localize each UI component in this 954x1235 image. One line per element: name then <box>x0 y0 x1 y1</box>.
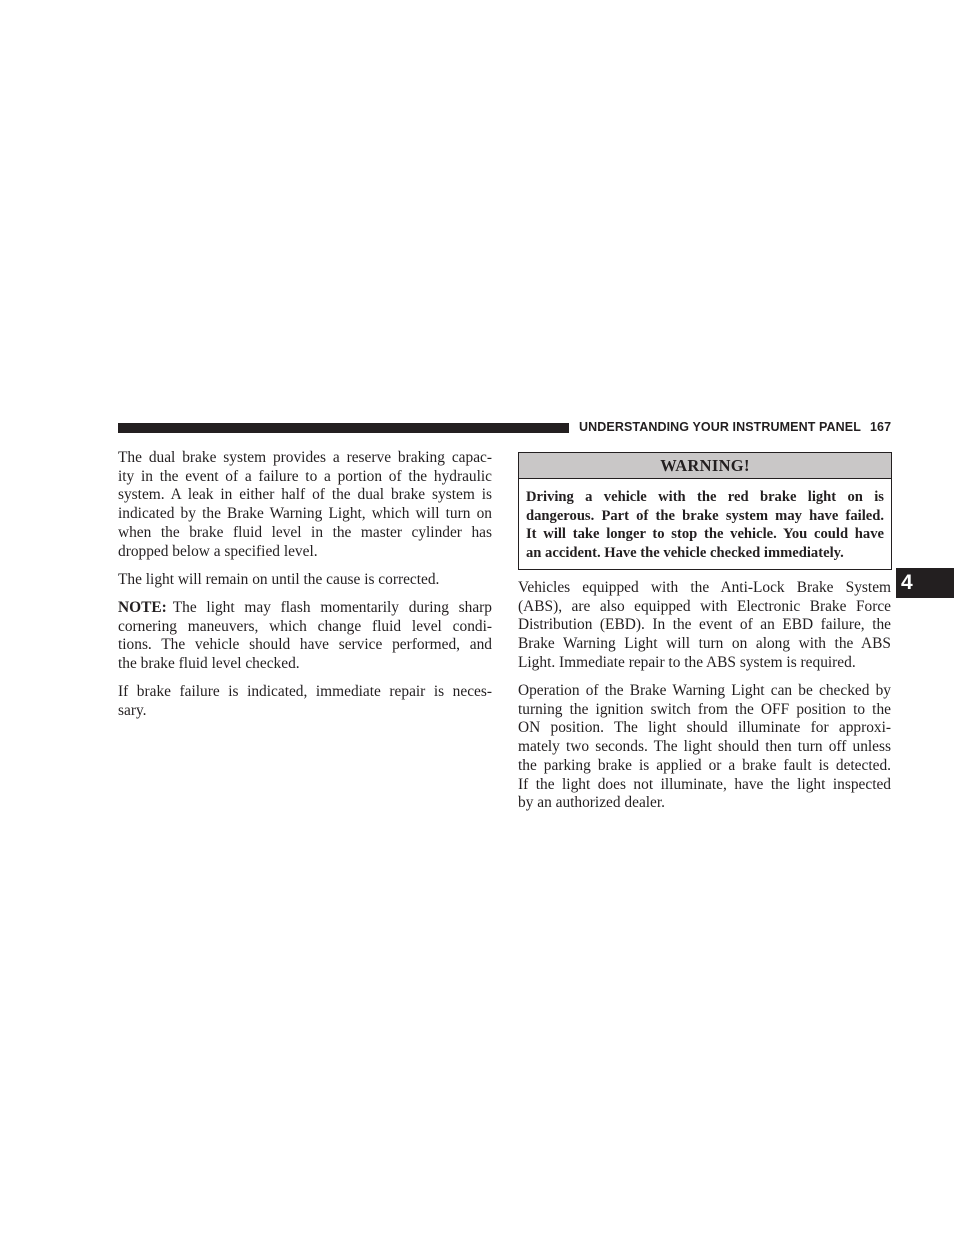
text-line: Distribution (EBD). In the event of an EBD failure, the <box>518 616 891 634</box>
text-line: the parking brake is applied or a brake fault is detected. <box>518 756 891 774</box>
paragraph-abs-ebd <box>518 579 891 673</box>
text-line: If brake failure is indicated, immediate repair is neces- <box>118 683 492 701</box>
warning-box <box>518 452 892 570</box>
left-column <box>118 449 492 730</box>
text-line: system. A leak in either half of the dual brake system is <box>118 486 492 504</box>
paragraph-light-check <box>518 682 891 813</box>
section-title: UNDERSTANDING YOUR INSTRUMENT PANEL <box>579 420 861 434</box>
text-line <box>118 599 492 618</box>
warning-title: WARNING! <box>519 453 891 479</box>
text-line: cornering maneuvers, which change fluid level condi- <box>118 617 492 635</box>
warning-line: an accident. Have the vehicle checked immediately. <box>526 545 844 562</box>
page-number: 167 <box>869 420 892 434</box>
text-line: (ABS), are also equipped with Electronic Brake Force <box>518 597 891 615</box>
paragraph-dual-brake-system <box>118 449 492 561</box>
text-line: when the brake fluid level in the master cylinder has <box>118 523 492 541</box>
text-line: by an authorized dealer. <box>518 794 665 812</box>
right-column <box>518 579 891 822</box>
text-line: sary. <box>118 701 147 719</box>
note-paragraph <box>118 599 492 674</box>
text-line: ON position. The light should illuminate for approxi- <box>518 719 891 737</box>
chapter-number: 4 <box>901 571 913 594</box>
header-rule <box>118 423 569 433</box>
text-line: the brake fluid level checked. <box>118 655 300 673</box>
chapter-tab[interactable] <box>896 568 954 598</box>
text-line: mately two seconds. The light should then turn off unless <box>518 738 891 756</box>
warning-line: Driving a vehicle with the red brake light on is <box>526 489 884 505</box>
warning-line: dangerous. Part of the brake system may have failed. <box>526 507 884 524</box>
paragraph-brake-failure <box>118 683 492 720</box>
text-line: dropped below a specified level. <box>118 542 318 560</box>
text-line: Operation of the Brake Warning Light can be checked by <box>518 682 891 700</box>
text-line: tions. The vehicle should have service performed, and <box>118 636 492 654</box>
text-line: The light will remain on until the cause is corrected. <box>118 570 440 588</box>
warning-body <box>519 479 891 563</box>
text-line: ity in the event of a failure to a portion of the hydraulic <box>118 467 492 485</box>
text-line: indicated by the Brake Warning Light, which will turn on <box>118 505 492 523</box>
text-line: The dual brake system provides a reserve braking capac- <box>118 449 492 466</box>
text-line: If the light does not illuminate, have the light inspected <box>518 775 891 793</box>
text-line: turning the ignition switch from the OFF position to the <box>518 700 891 718</box>
text-line: Vehicles equipped with the Anti-Lock Brake System <box>518 579 891 596</box>
running-header <box>579 420 891 434</box>
paragraph-light-remains-on <box>118 571 492 590</box>
note-text: The light may flash momentarily during sharp <box>172 598 492 616</box>
text-line: Light. Immediate repair to the ABS system is required. <box>518 653 856 671</box>
warning-line: It will take longer to stop the vehicle. You could have <box>526 526 884 543</box>
text-line: Brake Warning Light will turn on along with the ABS <box>518 635 891 653</box>
note-label: NOTE: <box>118 598 167 616</box>
